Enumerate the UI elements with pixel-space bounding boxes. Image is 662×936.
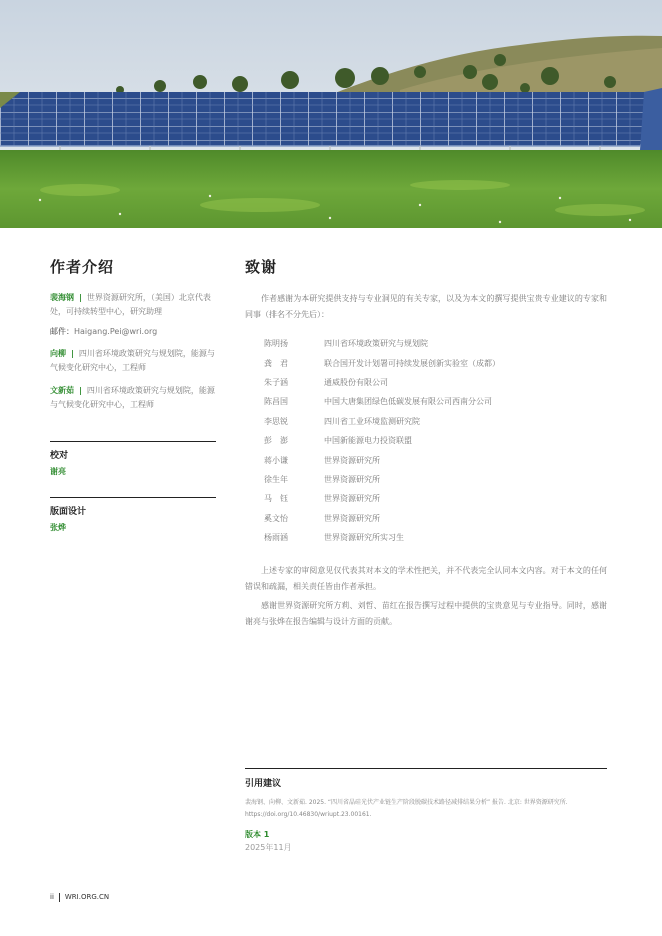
expert-org: 中国大唐集团绿色低碳发展有限公司西南分公司 [324,397,492,407]
expert-name: 马 钰 [264,494,288,504]
footer-divider [59,893,60,902]
expert-org: 四川省环境政策研究与规划院 [324,339,428,349]
footer-site-link[interactable]: WRI.ORG.CN [64,893,110,901]
acknowledgements-column [245,256,607,629]
proofreading-section [50,441,216,477]
author-name: 文新茹 [50,386,74,395]
list-item [245,334,607,353]
author-separator: | [79,386,82,395]
solar-farm-illustration [0,0,662,228]
list-item [245,392,607,411]
list-item [245,373,607,392]
author-name: 裴海钢 [50,293,74,302]
author-affiliation: 世界资源研究所，（美国）北京代表处，可持续转型中心，研究助理 [50,293,211,316]
expert-org: 通威股份有限公司 [324,377,388,387]
author-email[interactable]: Haigang.Pei@wri.org [74,327,158,336]
citation-text: 裴海钢、向柳、文新茹. 2025. “四川省晶硅光伏产业链生产阶段脱碳技术路径减排结果分析” 报告. 北京: 世界资源研究所. https://doi.org/10.46830/wriupt.23.00161. [245,799,568,818]
expert-name: 蒋小谦 [264,455,288,465]
list-item [245,509,607,528]
author-entry [50,347,216,374]
version-label: 版本 1 [245,830,270,839]
list-item [245,412,607,431]
email-label: 邮件： [50,327,74,336]
layout-design-heading: 版面设计 [50,507,87,517]
disclaimer-paragraph: 上述专家的审阅意见仅代表其对本文的学术性把关，并不代表完全认同本文内容。对于本文的任何错误和疏漏，相关责任皆由作者承担。 [245,566,607,591]
hero-photo-solar-farm [0,0,662,228]
acknowledgements-intro: 作者感谢为本研究提供支持与专业洞见的有关专家，以及为本文的撰写提供宝贵专业建议的专家和同事（排名不分先后）： [245,294,607,319]
author-separator: | [79,293,82,302]
author-email-line [50,326,216,337]
citation-heading: 引用建议 [245,779,282,789]
expert-name: 彭 澎 [264,436,288,446]
expert-name: 奚文怡 [264,513,288,523]
proofreading-heading: 校对 [50,451,69,461]
expert-org: 世界资源研究所 [324,474,380,484]
author-entry [50,291,216,318]
page-footer [50,893,109,902]
author-separator: | [71,349,74,358]
layout-designer-name: 张烨 [50,523,66,532]
expert-org: 世界资源研究所 [324,494,380,504]
thanks-paragraph: 感谢世界资源研究所方莉、刘哲、苗红在报告撰写过程中提供的宝贵意见与专业指导。同时，感谢谢亮与张烨在报告编辑与设计方面的贡献。 [245,601,607,626]
author-affiliation: 四川省环境政策研究与规划院，能源与气候变化研究中心，工程师 [50,349,215,372]
list-item [245,489,607,508]
author-name: 向柳 [50,349,66,358]
expert-name: 杨雨涵 [264,533,288,543]
author-column [50,256,216,533]
expert-name: 李思锐 [264,416,288,426]
author-affiliation: 四川省环境政策研究与规划院，能源与气候变化研究中心，工程师 [50,386,215,409]
list-item [245,450,607,469]
list-item [245,528,607,547]
expert-name: 陈明扬 [264,339,288,349]
expert-org: 世界资源研究所实习生 [324,533,404,543]
experts-list [245,334,607,547]
expert-org: 中国新能源电力投资联盟 [324,436,412,446]
expert-org: 世界资源研究所 [324,513,380,523]
version-date: 2025年11月 [245,843,292,852]
authors-heading: 作者介绍 [50,258,115,276]
page-number: ii [50,893,54,901]
list-item [245,470,607,489]
expert-org: 世界资源研究所 [324,455,380,465]
proofreader-name: 谢亮 [50,467,66,476]
layout-design-section [50,497,216,533]
author-entry [50,384,216,411]
expert-name: 徐生年 [264,474,288,484]
expert-name: 龚 君 [264,358,288,368]
expert-org: 四川省工业环境监测研究院 [324,416,420,426]
list-item [245,353,607,372]
expert-name: 陈昌国 [264,397,288,407]
acknowledgements-heading: 致谢 [245,258,278,276]
expert-name: 朱子涵 [264,377,288,387]
expert-org: 联合国开发计划署可持续发展创新实验室（成都） [324,358,500,368]
list-item [245,431,607,450]
citation-section [245,768,607,853]
